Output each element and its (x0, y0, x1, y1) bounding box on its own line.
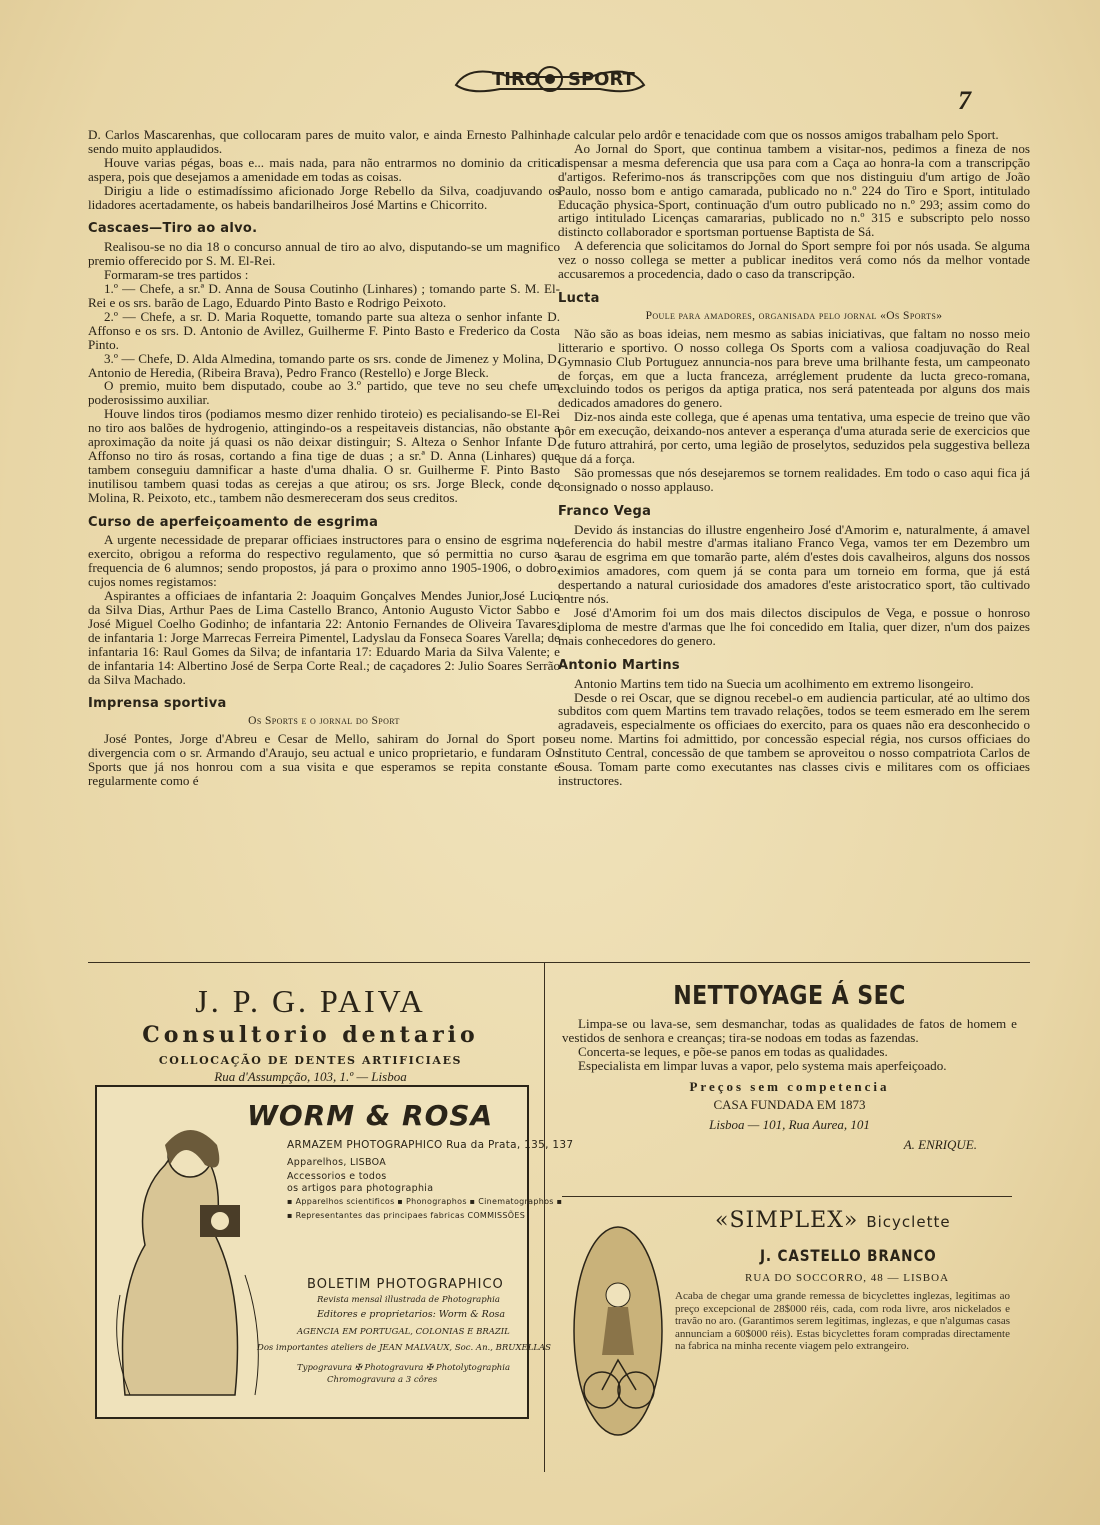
boletim-line: Typogravura ✠ Photogravura ✠ Photolytographia (297, 1363, 511, 1373)
worm-line: ARMAZEM PHOTOGRAPHICO Rua da Prata, 135, 137 (287, 1139, 574, 1151)
boletim-line: Revista mensal illustrada de Photographia (317, 1295, 500, 1305)
paragraph: Houve varias pégas, boas e... mais nada, para não entrarmos no dominio da critica aspera, pois que desejamos a amenidade em todas as coisas. (88, 154, 560, 184)
ad-signature: A. ENRIQUE. (903, 1137, 977, 1152)
paragraph: José Pontes, Jorge d'Abreu e Cesar de Mello, sahiram do Jornal do Sport por divergencia com o sr. Armando d'Araujo, seu actual e unico proprietario, e fundaram Os Sports que já nos honrou com a sua visita e que esperamos se repita constante e regularmente como é (88, 731, 560, 788)
paragraph: Dirigiu a lide o estimadíssimo aficionado Jorge Rebello da Silva, coadjuvando os lidadores acertadamente, os habeis bandarilheiros José Martins e Chicorrito. (88, 182, 560, 212)
ad-nettoyage (562, 975, 1017, 1153)
ad-simplex-dealer: J. CASTELLO BRANCO (760, 1246, 937, 1265)
paragraph: O premio, muito bem disputado, coube ao 3.º partido, que teve no seu chefe um poderosissimo auxiliar. (88, 378, 560, 408)
paragraph: Não são as boas ideias, nem mesmo as sabias iniciativas, que faltam no nosso meio litterario e sportivo. O nosso collega Os Sports com a valiosa coadjuvação do Real Gymnasio Club Portuguez annuncia-nos para breve uma brilhante festa, um campeonato de forças, em que a lucta franceza, arréglement prudente da lucta greco-romana, excluindo todos os perigos da aptiga pratica, nos será patenteada por alguns dos mais dedicados amadores do genero. (558, 325, 1030, 411)
paragraph: Antonio Martins tem tido na Suecia um acolhimento em extremo lisongeiro. (574, 675, 974, 691)
paragraph: Diz-nos ainda este collega, que é apenas uma tentativa, uma especie de treino que vão pôr em execução, deixando-nos antever a esperança d'uma aturada serie de exercicios que de futuro attrahirá, por certo, uma legião de proselytos, seduzidos pela suggestiva belleza que dá a força. (558, 409, 1030, 466)
section-heading-imprensa: Imprensa sportiva (88, 696, 227, 712)
ad-divider (562, 1196, 1012, 1197)
paragraph: Concerta-se leques, e põe-se panos em todas as qualidades. (578, 1044, 888, 1059)
paragraph: Limpa-se ou lava-se, sem desmanchar, todas as qualidades de fatos de homem e vestidos de senhora e creanças; tira-se nodoas em todas as fazendas. (562, 1016, 1017, 1045)
ad-simplex-address: RUA DO SOCCORRO, 48 — LISBOA (745, 1272, 950, 1284)
boletim-line: Dos importantes ateliers de JEAN MALVAUX, Soc. An., BRUXELLAS (257, 1343, 551, 1353)
paragraph: Desde o rei Oscar, que se dignou recebel-o em audiencia particular, até ao ultimo dos subditos com quem Martins tem travado relações, todos se teem esmerado em lhe serem agradaveis, especialmente os officiaes do exercito, para os quaes não era desconhecido o seu nome. Martins foi admittido, por concessão especial régia, nos cursos officiaes do Instituto Central, concessão de que tambem se aproveitou o nosso compatriota Carlos de Sousa. Tomam parte como executantes nas classes civis e militares com os officiaes instructores. (558, 689, 1030, 788)
left-column (88, 128, 560, 788)
woman-with-camera-illustration (105, 1095, 275, 1407)
worm-line: ▪ Representantes das principaes fabricas COMMISSÕES (287, 1211, 526, 1220)
section-subheading: Poule para amadores, organisada pelo jornal «Os Sports» (645, 309, 943, 322)
svg-text:SPORT: SPORT (568, 69, 635, 90)
paragraph: A urgente necessidade de preparar officiaes instructores para o ensino de esgrima no exercito, obrigou a reforma do respectivo regulamento, que só permittia no curso a frequencia de 6 alumnos; sendo propostos, já para o proximo anno 1905-1906, o dobro, cujos nomes registamos: (88, 532, 560, 590)
paragraph: 1.º — Chefe, a sr.ª D. Anna de Sousa Coutinho (Linhares) ; tomando parte S. M. El-Rei e os srs. barão de Lago, Eduardo Pinto Basto e Rodrigo Peixoto. (88, 281, 560, 310)
masthead-logo (450, 55, 650, 99)
horizontal-divider (88, 962, 1030, 963)
section-heading-esgrima: Curso de aperfeiçoamento de esgrima (88, 514, 379, 530)
ad-worm-rosa (95, 1085, 574, 1419)
worm-line: Accessorios e todos (287, 1171, 387, 1182)
ad-address: Rua d'Assumpção, 103, 1.º — Lisboa (214, 1069, 407, 1084)
section-heading-lucta: Lucta (558, 290, 600, 306)
ad-precos: Preços sem competencia (689, 1079, 890, 1094)
paragraph: de calcular pelo ardôr e tenacidade com que os nossos amigos trabalham pelo Sport. (558, 127, 999, 142)
paragraph: Houve lindos tiros (podiamos mesmo dizer renhido tiroteio) es pecialisando-se El-Rei no tiro aos balões de hydrogenio, attingindo-os a respeitaveis distancias, não obstante a aproximação da noite já quasi os não deixar distinguir; S. Alteza o Senhor Infante D. Affonso no tiro ás rosas, cortando a fina tige de duas ; a sr.ª D. Anna (Linhares) que tambem conseguiu damnificar a haste d'uma dhalia. O sr. Guilherme F. Pinto Basto inutilisou tambem quasi todas as cerejas a que atirou; os srs. Jorge Bleck, conde de Molina, R. Peixoto, etc., tambem não desmereceram dos seus creditos. (88, 406, 560, 505)
boletim-title: BOLETIM PHOTOGRAPHICO (307, 1277, 504, 1292)
section-heading-cascaes: Cascaes—Tiro ao alvo. (88, 221, 258, 237)
paragraph: Ao Jornal do Sport, que continua tambem a visitar-nos, pedimos a fineza de nos dispensar a mesma deferencia que usa para com a Caça ao honra-la com a transcripção d'artigos. Referimo-nos ás transcripções com que nos distinguiu d'um artigo de João Paulo, nosso bom e antigo camarada, publicado no n.º 224 do Tiro e Sport, intitulado Educação physica-Sport, continuação d'um outro publicado no n.º 293; assim como do artigo intitulado Licenças camararias, publicado no n.º 315 e subscripto pelo nosso distincto collaborador e sportsman portuense Baptista de Sá. (558, 140, 1030, 240)
paragraph: José d'Amorim foi um dos mais dilectos discipulos de Vega, e possue o honroso diploma de mestre d'armas que lhe foi concedido em Italia, quer dizer, n'um dos paizes mais conhecedores do genero. (558, 605, 1030, 648)
svg-text:TIRO: TIRO (492, 69, 541, 90)
ad-simplex-brand (715, 1208, 951, 1233)
boletim-line: Chromogravura a 3 côres (327, 1375, 438, 1385)
ad-line: COLLOCAÇÃO DE DENTES ARTIFICIAES (158, 1054, 463, 1067)
ad-address: Lisboa — 101, Rua Aurea, 101 (709, 1117, 870, 1132)
paragraph: 3.º — Chefe, D. Alda Almedina, tomando parte os srs. conde de Jimenez y Molina, D. Antonio de Heredia, (Ribeira Brava), Pedro Franco (Restello) e Jorge Bleck. (88, 350, 560, 380)
simplex-brand-name: «SIMPLEX» (715, 1208, 859, 1233)
paragraph: Especialista em limpar luvas a vapor, pelo systema mais aperfeiçoado. (578, 1058, 947, 1073)
paragraph: 2.º — Chefe, a sr. D. Maria Roquette, tomando parte sua alteza o senhor infante D. Affonso e os srs. D. Antonio de Avillez, Guilherme F. Pinto Basto e Frederico da Costa Pinto. (88, 308, 560, 352)
ad-paiva (88, 975, 533, 1085)
paragraph: D. Carlos Mascarenhas, que collocaram pares de muito valor, e ainda Ernesto Palhinha, sendo muito applaudidos. (88, 127, 560, 156)
cyclist-illustration (572, 1225, 664, 1437)
boletim-line: Editores e proprietarios: Worm & Rosa (317, 1309, 506, 1320)
paragraph: Aspirantes a officiaes de infantaria 2: Joaquim Gonçalves Mendes Junior,José Lucio da Silva Dias, Arthur Paes de Lima Castello Branco, Antonio Augusto Victor Sabbo e José Miguel Coelho Godinho; de infantaria 22: Antonio Fernandes de Oliveira Tavares; de infantaria 1: Jorge Marrecas Ferreira Pimentel, Ladyslau da Fonseca Soares Varella; de infantaria 16: Raul Gomes da Silva; de infantaria 17: Eduardo Maria da Silva Valente; e de infantaria 14: Albertino José de Serpa Corte Real.; de caçadores 2: Julio Soares Serrão da Silva Machado. (88, 588, 560, 687)
paragraph: A deferencia que solicitamos do Jornal do Sport sempre foi por nós usada. Se alguma vez o nosso collega se metter a publicar ineditos verá como nós da melhor vontade accusaremos a procedencia, dado o caso da transcripção. (558, 238, 1030, 282)
section-heading-franco-vega: Franco Vega (558, 503, 652, 519)
paragraph: Devido ás instancias do illustre engenheiro José d'Amorim e, naturalmente, á amavel deferencia do habil mestre d'armas italiano Franco Vega, vamos ter em Dezembro um sarau de esgrima em que tomarão parte, além d'estes dois cavalheiros, alguns dos nossos eximios amadores, com quem já se conta para um torneio em forma, que já está despertando a natural curiosidade dos amadores d'este aristocratico sport, tão cultivado entre nós. (558, 521, 1030, 607)
worm-line: ▪ Apparelhos scientificos ▪ Phonographos ▪ Cinematographos ▪ (287, 1197, 563, 1206)
boletim-line: AGENCIA EM PORTUGAL, COLONIAS E BRAZIL (297, 1327, 510, 1337)
worm-line: os artigos para photographia (287, 1183, 434, 1194)
ad-casa: CASA FUNDADA EM 1873 (713, 1097, 866, 1112)
section-subheading: Os Sports e o jornal do Sport (248, 715, 400, 728)
paragraph: São promessas que nós desejaremos se tornem realidades. Em todo o caso aqui fica já consignado o nosso applauso. (558, 464, 1030, 494)
worm-rosa-name: WORM & ROSA (247, 1099, 494, 1132)
paragraph: Formaram-se tres partidos : (104, 267, 249, 283)
page-number: 7 (958, 86, 971, 115)
right-column (558, 128, 1030, 788)
ad-title: NETTOYAGE Á SEC (673, 981, 906, 1011)
vertical-divider (544, 962, 545, 1472)
ad-simplex-text: Acaba de chegar uma grande remessa de bicyclettes inglezas, legitimas ao preço excepcional de 28$000 réis, cada, com roda livre, aros nickelados e travão no aro. (Garantimos serem legitimas, inglezas, e que n'algumas casas annunciam a 60$000 réis). Estas bicyclettes foram compradas directamente na fabrica na minha recente viagem pelo extrangeiro. (675, 1290, 1010, 1353)
ad-subtitle: Consultorio dentario (142, 1022, 479, 1048)
worm-line: Apparelhos, LISBOA (287, 1157, 387, 1168)
simplex-product: Bicyclette (866, 1213, 951, 1231)
ad-title: J. P. G. PAIVA (195, 983, 426, 1019)
paragraph: Realisou-se no dia 18 o concurso annual de tiro ao alvo, disputando-se um magnifico premio offerecido por S. M. El-Rei. (88, 239, 560, 269)
section-heading-antonio-martins: Antonio Martins (558, 657, 680, 673)
